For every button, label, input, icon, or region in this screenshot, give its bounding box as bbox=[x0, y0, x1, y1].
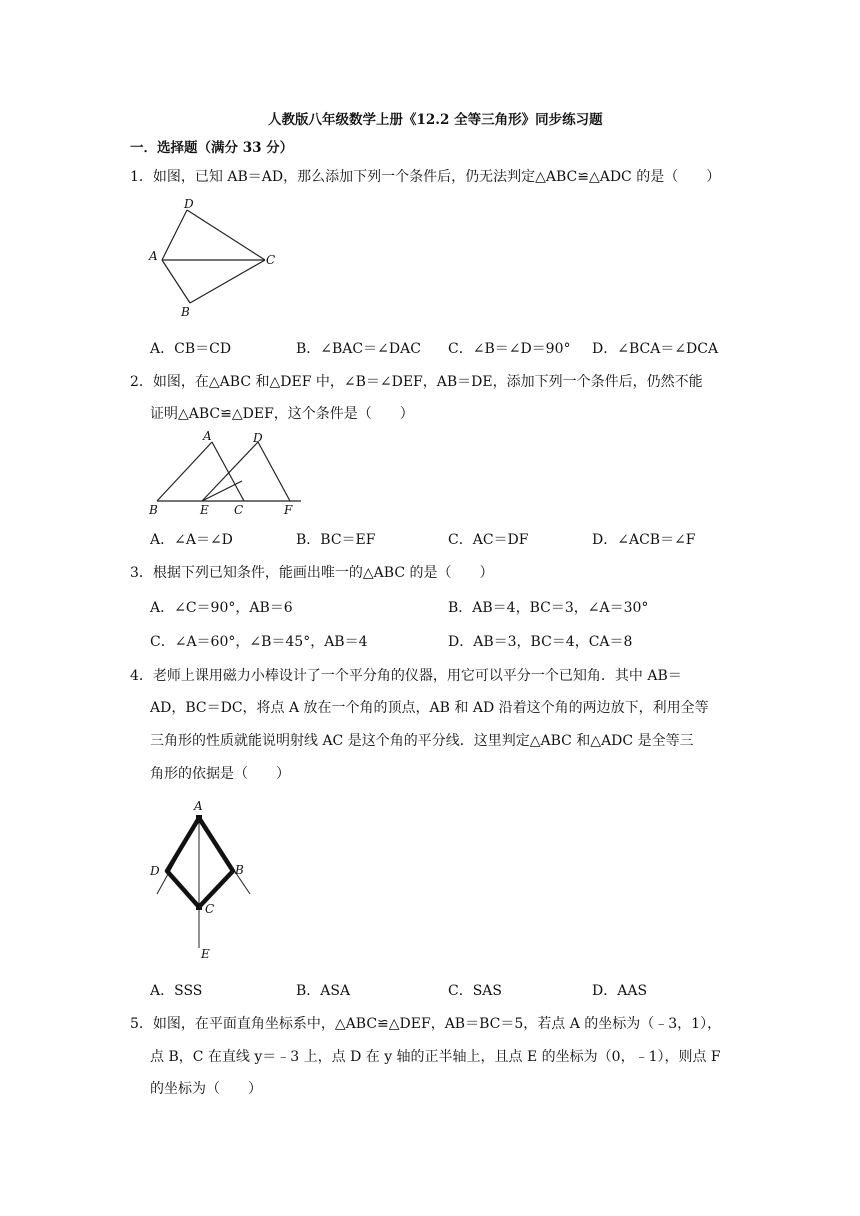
q2-label-A: A bbox=[203, 429, 212, 443]
q2-stem-line-1: 2．如图，在△ABC 和△DEF 中，∠B＝∠DEF，AB＝DE，添加下列一个条件后，仍然不能 bbox=[130, 374, 703, 390]
q1-label-B: B bbox=[181, 305, 190, 319]
q1-option-d[interactable]: D．∠BCA＝∠DCA bbox=[592, 341, 719, 357]
q2-stem-line-2: 证明△ABC≌△DEF，这个条件是（ ） bbox=[150, 406, 414, 422]
q4-label-B: B bbox=[235, 863, 244, 877]
q2-option-a[interactable]: A．∠A＝∠D bbox=[150, 532, 233, 548]
q2-option-c[interactable]: C．AC＝DF bbox=[448, 532, 529, 548]
q3-option-d[interactable]: D．AB＝3，BC＝4，CA＝8 bbox=[448, 634, 633, 650]
q3-option-a[interactable]: A．∠C＝90°，AB＝6 bbox=[150, 600, 293, 616]
q4-option-c[interactable]: C．SAS bbox=[448, 983, 503, 999]
q5-stem-line-3: 的坐标为（ ） bbox=[150, 1081, 262, 1097]
q2-figure bbox=[145, 428, 315, 520]
q5-stem-line-1: 5．如图，在平面直角坐标系中，△ABC≌△DEF，AB＝BC＝5，若点 A 的坐标为（﹣3，1）， bbox=[130, 1016, 722, 1032]
q1-option-c[interactable]: C．∠B＝∠D＝90° bbox=[448, 341, 571, 357]
q4-stem-line-3: 三角形的性质就能说明射线 AC 是这个角的平分线．这里判定△ABC 和△ADC 是全等三 bbox=[150, 733, 694, 749]
q1-label-D: D bbox=[184, 197, 194, 211]
q4-label-C: C bbox=[205, 902, 215, 916]
q2-label-D: D bbox=[253, 431, 263, 445]
q2-option-d[interactable]: D．∠ACB＝∠F bbox=[592, 532, 696, 548]
q1-stem-line-1: 1．如图，已知 AB＝AD，那么添加下列一个条件后，仍无法判定△ABC≌△ADC 的是（ ） bbox=[130, 169, 721, 185]
q2-label-B: B bbox=[149, 503, 158, 517]
q1-label-A: A bbox=[149, 249, 158, 263]
q5-stem-line-2: 点 B，C 在直线 y＝﹣3 上，点 D 在 y 轴的正半轴上，且点 E 的坐标为（0，﹣1），则点 F bbox=[150, 1049, 721, 1065]
q2-label-E: E bbox=[200, 503, 209, 517]
q4-label-A: A bbox=[194, 799, 203, 813]
q4-option-a[interactable]: A．SSS bbox=[150, 983, 203, 999]
q4-stem-line-4: 角形的依据是（ ） bbox=[150, 766, 290, 782]
q1-figure bbox=[140, 196, 290, 326]
q1-option-a[interactable]: A．CB＝CD bbox=[150, 341, 232, 357]
q4-option-b[interactable]: B．ASA bbox=[296, 983, 351, 999]
q3-stem-line-1: 3．根据下列已知条件，能画出唯一的△ABC 的是（ ） bbox=[130, 565, 494, 581]
q4-figure bbox=[140, 796, 270, 966]
q2-label-C: C bbox=[234, 503, 244, 517]
q4-option-d[interactable]: D．AAS bbox=[592, 983, 648, 999]
q4-label-E: E bbox=[201, 947, 210, 961]
section-heading: 一．选择题（满分 33 分） bbox=[130, 140, 294, 156]
page-title: 人教版八年级数学上册《12.2 全等三角形》同步练习题 bbox=[268, 112, 603, 128]
q1-option-b[interactable]: B．∠BAC＝∠DAC bbox=[296, 341, 421, 357]
q1-label-C: C bbox=[266, 253, 276, 267]
q4-label-D: D bbox=[150, 864, 160, 878]
q2-option-b[interactable]: B．BC＝EF bbox=[296, 532, 376, 548]
q4-stem-line-1: 4．老师上课用磁力小棒设计了一个平分角的仪器，用它可以平分一个已知角．其中 AB＝ bbox=[130, 668, 682, 684]
q3-option-b[interactable]: B．AB＝4，BC＝3，∠A＝30° bbox=[448, 600, 649, 616]
q2-label-F: F bbox=[284, 503, 293, 517]
q4-stem-line-2: AD，BC＝DC，将点 A 放在一个角的顶点，AB 和 AD 沿着这个角的两边放下，利用全等 bbox=[150, 700, 709, 716]
q3-option-c[interactable]: C．∠A＝60°，∠B＝45°，AB＝4 bbox=[150, 634, 368, 650]
